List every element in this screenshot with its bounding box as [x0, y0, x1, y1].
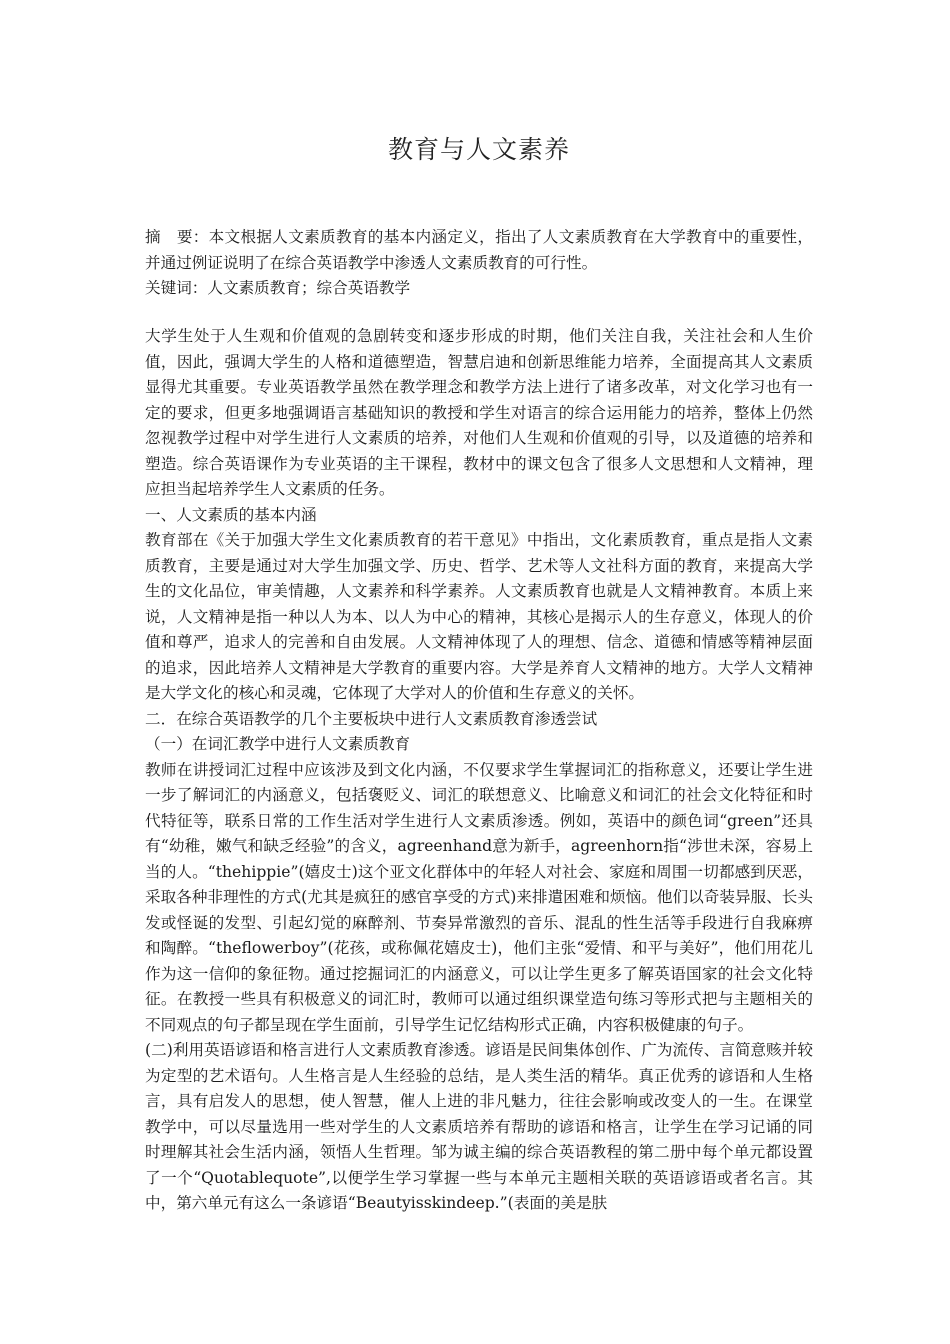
abstract-section	[145, 225, 813, 302]
main-content	[145, 324, 813, 1217]
section-heading-2: 二．在综合英语教学的几个主要板块中进行人文素质教育渗透尝试	[145, 709, 598, 728]
section-heading-1: 一、人文素质的基本内涵	[145, 505, 317, 524]
abstract-text: 摘 要：本文根据人文素质教育的基本内涵定义，指出了人文素质教育在大学教育中的重要性，并通过例证说明了在综合英语教学中渗透人文素质教育的可行性。	[145, 228, 813, 272]
intro-paragraph: 大学生处于人生观和价值观的急剧转变和逐步形成的时期，他们关注自我，关注社会和人生价值，因此，强调大学生的人格和道德塑造，智慧启迪和创新思维能力培养，全面提高其人文素质显得尤其重要。专业英语教学虽然在教学理念和教学方法上进行了诸多改革，对文化学习也有一定的要求，但更多地强调语言基础知识的教授和学生对语言的综合运用能力的培养，整体上仍然忽视教学过程中对学生进行人文素质的培养，对他们人生观和价值观的引导，以及道德的培养和塑造。综合英语课作为专业英语的主干课程，教材中的课文包含了很多人文思想和人文精神，理应担当起培养学生人文素质的任务。	[145, 327, 813, 498]
document-title: 教育与人文素养	[387, 135, 570, 164]
keywords-line: 关键词：人文素质教育；综合英语教学	[145, 279, 411, 297]
body-paragraph: (二)利用英语谚语和格言进行人文素质教育渗透。谚语是民间集体创作、广为流传、言简意赅并较为定型的艺术语句。人生格言是人生经验的总结，是人类生活的精华。真正优秀的谚语和人生格言，具有启发人的思想，使人智慧，催人上进的非凡魅力，往往会影响或改变人的一生。在课堂教学中，可以尽量选用一些对学生的人文素质培养有帮助的谚语和格言，让学生在学习记诵的同时理解其社会生活内涵，领悟人生哲理。邹为诚主编的综合英语教程的第二册中每个单元都设置了一个“Quotablequote”,以便学生学习掌握一些与本单元主题相关联的英语谚语或者名言。其中，第六单元有这么一条谚语“Beautyisskindeep.”(表面的美是肤	[145, 1041, 813, 1212]
body-paragraph: 教师在讲授词汇过程中应该涉及到文化内涵，不仅要求学生掌握词汇的指称意义，还要让学生进一步了解词汇的内涵意义，包括褒贬义、词汇的联想意义、比喻意义和词汇的社会文化特征和时代特征等，联系日常的工作生活对学生进行人文素质渗透。例如，英语中的颜色词“green”还具有“幼稚，嫩气和缺乏经验”的含义，agreenhand意为新手，agreenhorn指“涉世未深，容易上当的人。“thehippie”(嬉皮士)这个亚文化群体中的年轻人对社会、家庭和周围一切都感到厌恶，采取各种非理性的方式(尤其是疯狂的感官享受的方式)来排遣困难和烦恼。他们以奇装异服、长头发或怪诞的发型、引起幻觉的麻醉剂、节奏异常激烈的音乐、混乱的性生活等手段进行自我麻痹和陶醉。“theflowerboy”(花孩，或称佩花嬉皮士)，他们主张“爱情、和平与美好”，他们用花儿作为这一信仰的象征物。通过挖掘词汇的内涵意义，可以让学生更多了解英语国家的社会文化特征。在教授一些具有积极意义的词汇时，教师可以通过组织课堂造句练习等形式把与主题相关的不同观点的句子都呈现在学生面前，引导学生记忆结构形式正确，内容积极健康的句子。	[145, 760, 813, 1034]
subsection-heading-1: （一）在词汇教学中进行人文素质教育	[145, 735, 411, 753]
body-paragraph: 教育部在《关于加强大学生文化素质教育的若干意见》中指出，文化素质教育，重点是指人文素质教育，主要是通过对大学生加强文学、历史、哲学、艺术等人文社科方面的教育，来提高大学生的文化品位，审美情趣，人文素养和科学素养。人文素质教育也就是人文精神教育。本质上来说，人文精神是指一种以人为本、以人为中心的精神，其核心是揭示人的生存意义，体现人的价值和尊严，追求人的完善和自由发展。人文精神体现了人的理想、信念、道德和情感等精神层面的追求，因此培养人文精神是大学教育的重要内容。大学是养育人文精神的地方。大学人文精神是大学文化的核心和灵魂，它体现了大学对人的价值和生存意义的关怀。	[145, 531, 813, 702]
